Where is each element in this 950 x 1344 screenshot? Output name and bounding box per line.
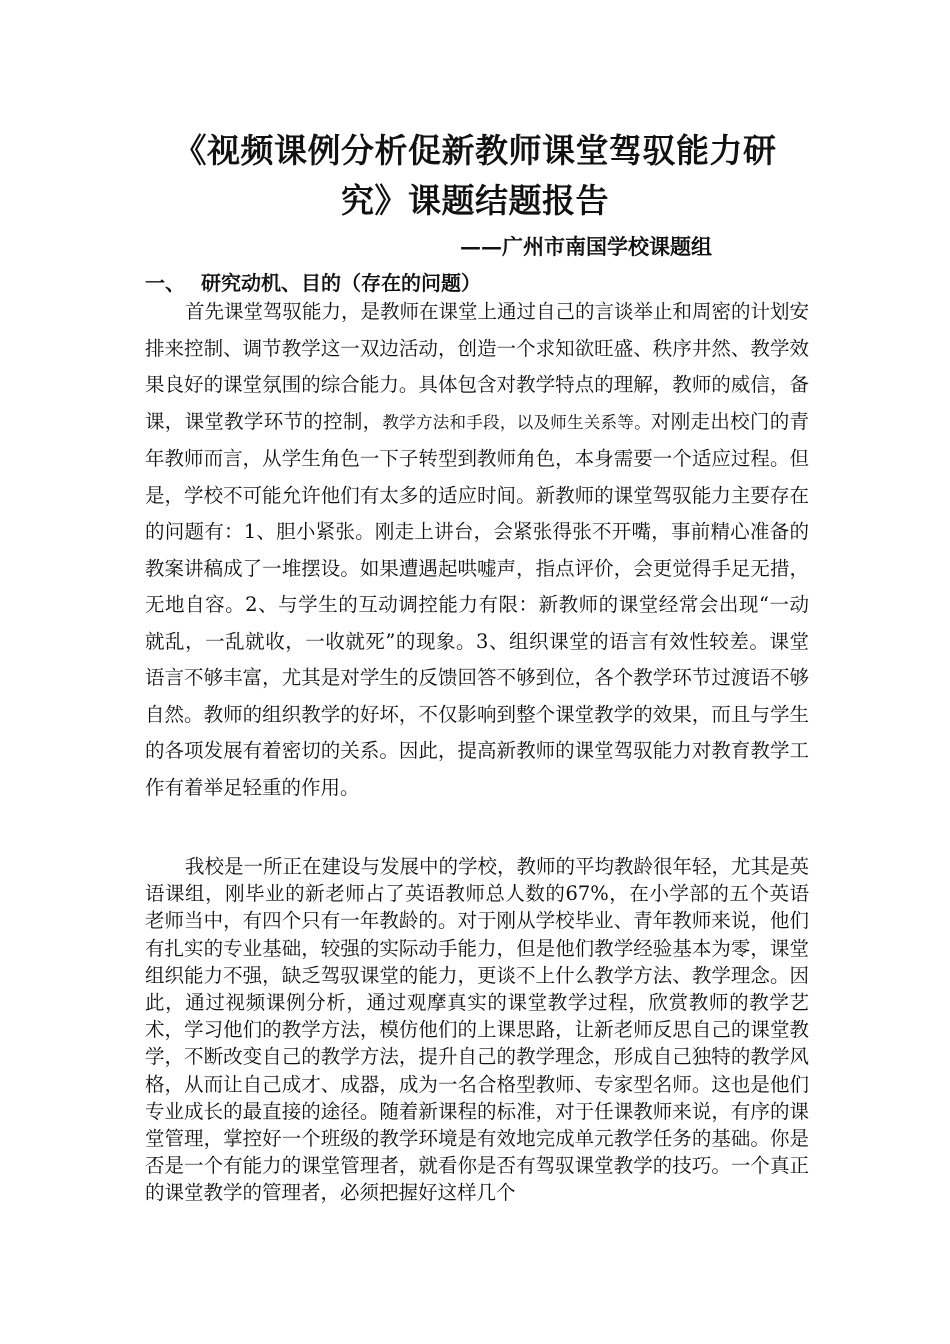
paragraph-1-text-small: 教学方法和手段，以及师生关系等。 — [382, 412, 651, 432]
section-number: 一、 — [145, 271, 185, 295]
document-byline: ——广州市南国学校课题组 — [460, 234, 712, 259]
document-title-line-1: 《视频课例分析促新教师课堂驾驭能力研 — [173, 131, 777, 170]
body-paragraph-2 — [145, 853, 809, 1207]
document-title-line-2: 究》课题结题报告 — [341, 181, 609, 220]
paragraph-1-text-b: 对刚走出校门的青年教师而言，从学生角色一下子转型到教师角色，本身需要一个适应过程。但是，学校不可能允许他们有太多的适应时间。新教师的课堂驾驭能力主要存在的问题有：1、胆小紧张。刚走上讲台，会紧张得张不开嘴，事前精心准备的教案讲稿成了一堆摆设。如果遭遇起哄嘘声，指点评价，会更觉得手足无措，无地自容。2、与学生的互动调控能力有限：新教师的课堂经常会出现“一动就乱，一乱就收，一收就死”的现象。3、组织课堂的语言有效性较差。课堂语言不够丰富，尤其是对学生的反馈回答不够到位，各个教学环节过渡语不够自然。教师的组织教学的好坏，不仅影响到整个课堂教学的效果，而且与学生的各项发展有着密切的关系。因此，提高新教师的课堂驾驭能力对教育教学工作有着举足轻重的作用。 — [145, 409, 809, 799]
paragraph-2-text: 我校是一所正在建设与发展中的学校，教师的平均教龄很年轻，尤其是英语课组，刚毕业的新老师占了英语教师总人数的67%，在小学部的五个英语老师当中，有四个只有一年教龄的。对于刚从学校毕业、青年教师来说，他们有扎实的专业基础，较强的实际动手能力，但是他们教学经验基本为零，课堂组织能力不强，缺乏驾驭课堂的能力，更谈不上什么教学方法、教学理念。因此，通过视频课例分析，通过观摩真实的课堂教学过程，欣赏教师的教学艺术，学习他们的教学方法，模仿他们的上课思路，让新老师反思自己的课堂教学，不断改变自己的教学方法，提升自己的教学理念，形成自己独特的教学风格，从而让自己成才、成器，成为一名合格型教师、专家型名师。这也是他们专业成长的最直接的途径。随着新课程的标准，对于任课教师来说，有序的课堂管理，掌控好一个班级的教学环境是有效地完成单元教学任务的基础。你是否是一个有能力的课堂管理者，就看你是否有驾驭课堂教学的技巧。一个真正的课堂教学的管理者，必须把握好这样几个 — [145, 855, 810, 1205]
section-heading-text: 研究动机、目的（存在的问题） — [201, 271, 481, 295]
paragraph-1-text-a: 首先课堂驾驭能力，是教师在课堂上通过自己的言谈举止和周密的计划安排来控制、调节教学这一双边活动，创造一个求知欲旺盛、秩序井然、教学效果良好的课堂氛围的综合能力。具体包含对教学特点的理解，教师的威信，备课，课堂教学环节的控制， — [145, 300, 810, 433]
body-paragraph-1 — [145, 294, 809, 806]
